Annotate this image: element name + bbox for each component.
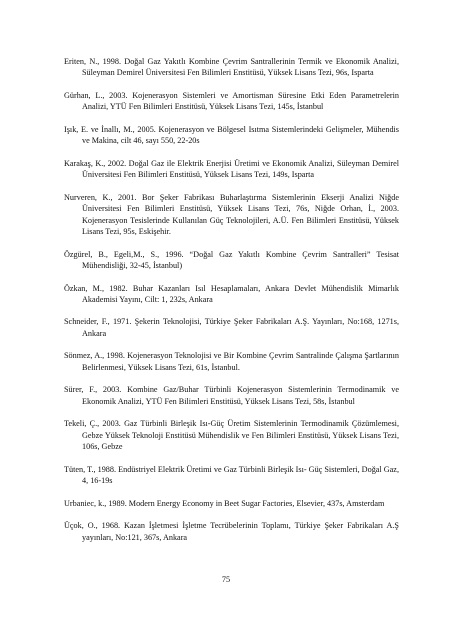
reference-entry: Sönmez, A., 1998. Kojenerasyon Teknolojisi ve Bir Kombine Çevrim Santralinde Çalışma Şartlarının Belirlenmesi, Yüksek Lisans Tezi, 61s, İstanbul. (64, 351, 399, 372)
reference-entry: Schneider, F., 1971. Şekerin Teknolojisi, Türkiye Şeker Fabrikaları A.Ş. Yayınları, No:168, 1271s, Ankara (64, 317, 399, 338)
reference-entry: Nurveren, K., 2001. Bor Şeker Fabrikası Buharlaştırma Sistemlerinin Ekserji Analizi Niğde Üniversitesi Fen Bilimleri Enstitüsü, Yüksek Lisans Tezi, 76s, Niğde Orhan, İ., 2003. Kojenerasyon Tesislerinde Kullanılan Güç Teknolojileri, A.Ü. Fen Bilimleri Enstitüsü, Yüksek Lisans Tezi, 95s, Eskişehir. (64, 192, 399, 236)
reference-entry: Özkan, M., 1982. Buhar Kazanları Isıl Hesaplamaları, Ankara Devlet Mühendislik Mimarlık Akademisi Yayını, Cilt: 1, 232s, Ankara (64, 283, 399, 304)
reference-entry: Karakaş, K., 2002. Doğal Gaz ile Elektrik Enerjisi Üretimi ve Ekonomik Analizi, Süleyman Demirel Üniversitesi Fen Bilimleri Enstitüsü, Yüksek Lisans Tezi, 149s, Isparta (64, 158, 399, 180)
reference-entry: Tekeli, Ç., 2003. Gaz Türbinli Birleşik Isı-Güç Üretim Sistemlerinin Termodinamik Çözümlemesi, Gebze Yüksek Teknoloji Enstitüsü Mühendislik ve Fen Bilimleri Enstitüsü, Yüksek Lisans Tezi, 106s, Gebze (64, 419, 399, 452)
reference-entry: Işık, E. ve İnallı, M., 2005. Kojenerasyon ve Bölgesel Isıtma Sistemlerindeki Gelişmeler, Mühendis ve Makina, cilt 46, sayı 550, 22-20s (64, 124, 399, 146)
reference-list (64, 56, 399, 543)
reference-entry: Sürer, F., 2003. Kombine Gaz/Buhar Türbinli Kojenerasyon Sistemlerinin Termodinamik ve Ekonomik Analizi, YTÜ Fen Bilimleri Enstitüsü, Yüksek Lisans Tezi, 58s, İstanbul (64, 385, 399, 406)
reference-entry: Gürhan, L., 2003. Kojenerasyon Sistemleri ve Amortisman Süresine Etki Eden Parametrelerin Analizi, YTÜ Fen Bilimleri Enstitüsü, Yüksek Lisans Tezi, 145s, İstanbul (64, 90, 399, 112)
reference-entry: Eriten, N., 1998. Doğal Gaz Yakıtlı Kombine Çevrim Santrallerinin Termik ve Ekonomik Analizi, Süleyman Demirel Üniversitesi Fen Bilimleri Enstitüsü, Yüksek Lisans Tezi, 96s, Isparta (64, 57, 399, 78)
page-number: 75 (221, 575, 231, 584)
reference-entry: Üçok, O., 1968. Kazan İşletmesi İşletme Tecrübelerinin Toplamı, Türkiye Şeker Fabrikaları A.Ş yayınları, No:121, 367s, Ankara (64, 521, 399, 542)
reference-entry: Özgürel, B., Egeli,M., S., 1996. “Doğal Gaz Yakıtlı Kombine Çevrim Santralleri” Tesisat Mühendisliği, 32-45, İstanbul) (64, 249, 399, 270)
reference-entry: Urbaniec, k., 1989. Modern Energy Economy in Beet Sugar Factories, Elsevier, 437s, Amsterdam (64, 498, 385, 508)
reference-entry: Tüten, T., 1988. Endüstriyel Elektrik Üretimi ve Gaz Türbinli Birleşik Isı- Güç Sistemleri, Doğal Gaz, 4, 16-19s (64, 464, 399, 486)
